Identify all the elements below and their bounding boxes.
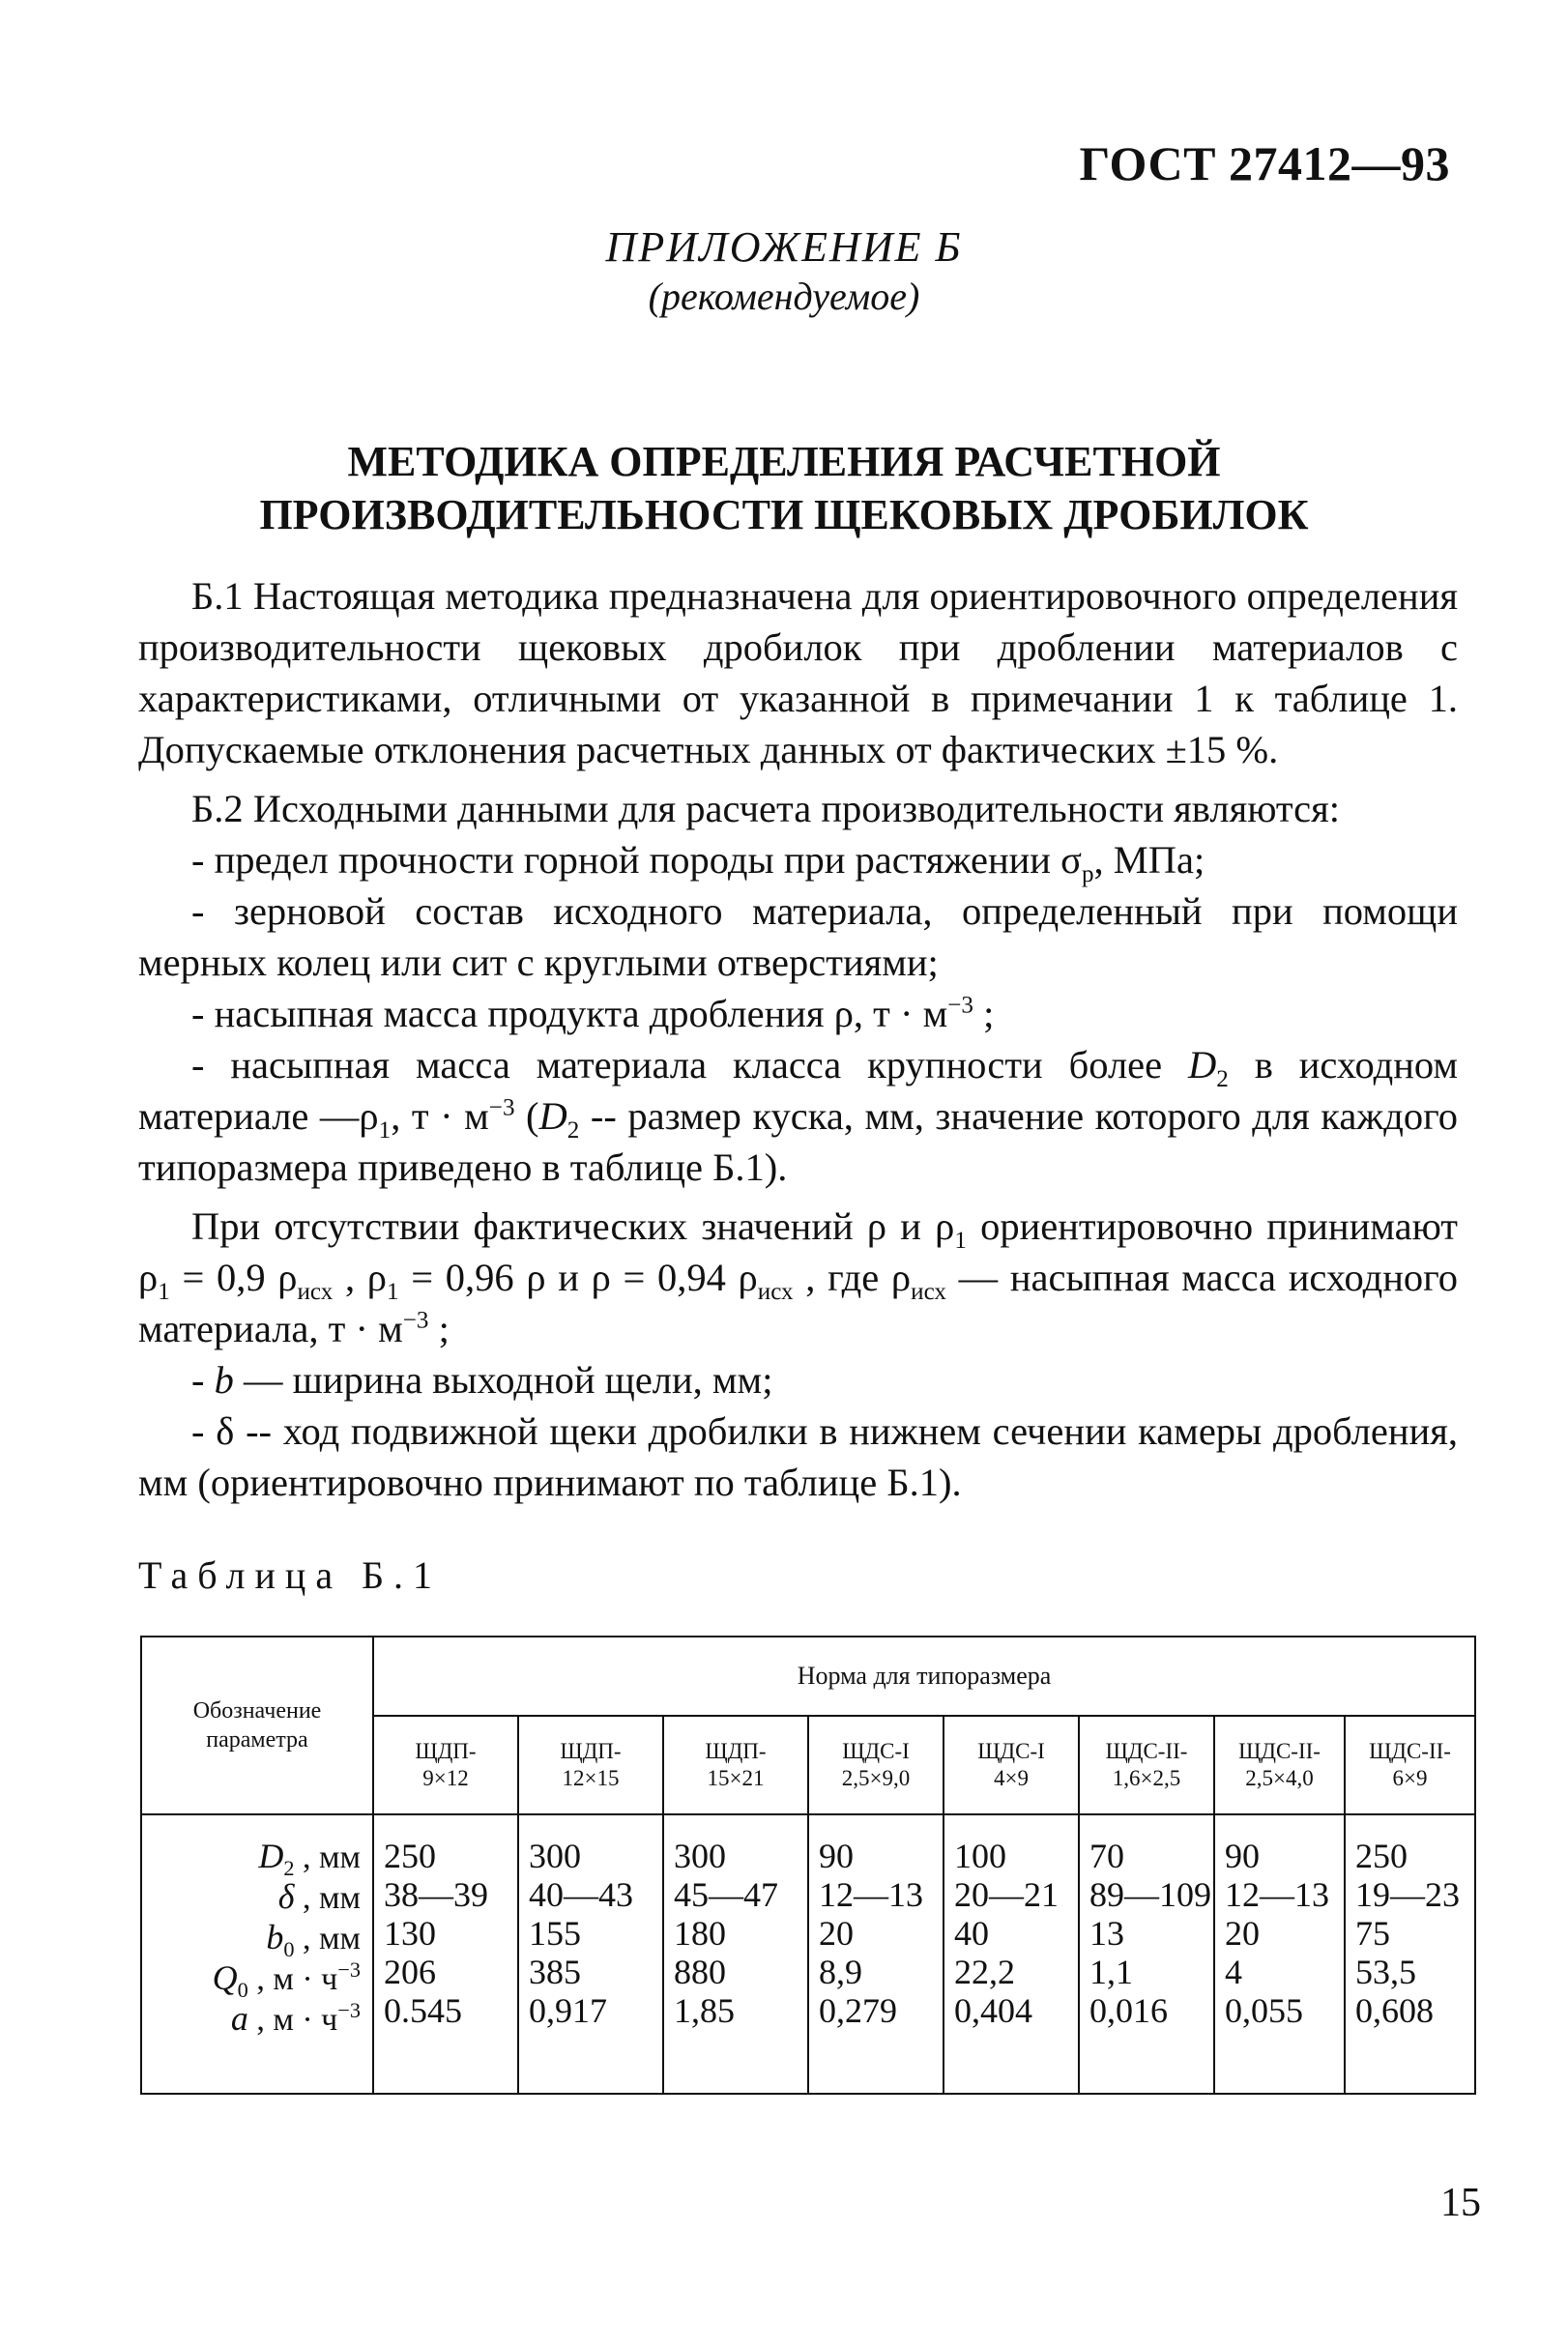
size-header: ЩДП- 12×15 xyxy=(518,1716,663,1814)
annex-subtitle: (рекомендуемое) xyxy=(648,275,920,318)
section-title-line-2: ПРОИЗВОДИТЕЛЬНОСТИ ЩЕКОВЫХ ДРОБИЛОК xyxy=(259,491,1309,538)
value-column: 90 12—13 20 4 0,055 xyxy=(1214,1814,1345,2094)
value-column: 250 19—23 75 53,5 0,608 xyxy=(1345,1814,1475,2094)
list-item-gap-width: - b — ширина выходной щели, мм; xyxy=(191,1358,773,1402)
size-header: ЩДП- 9×12 xyxy=(373,1716,518,1814)
list-item-jaw-stroke: - δ -- ход подвижной щеки дробилки в нижнем сечении камеры дробления, мм (ориентировочно принимают по таблице Б.1). xyxy=(138,1409,1458,1504)
value-column: 300 45—47 180 880 1,85 xyxy=(663,1814,808,2094)
paragraph-density-note: При отсутствии фактических значений ρ и $\rho_1$ ориентировочно принимают $\rho_1 = 0,9$ $\rho_{исх}$ , $\rho_1 = 0,96$ ρ и ρ = 0,94 $\rho_{исх}$ , где $\rho_{исх}$ — насыпная масса исходного материала, $т \cdot м^{-3}$ ; xyxy=(138,1204,1458,1350)
value-column: 70 89—109 13 1,1 0,016 xyxy=(1079,1814,1214,2094)
param-name: $Q_0$ , $м \cdot ч^{-3}$ xyxy=(212,1957,361,2003)
paragraph-b2: Б.2 Исходными данными для расчета производительности являются: xyxy=(191,787,1340,830)
param-name: $b_0$ , мм xyxy=(266,1918,361,1962)
annex-title: ПРИЛОЖЕНИЕ Б xyxy=(605,223,963,271)
parameters-table xyxy=(140,1636,1476,2095)
list-item-strength: - предел прочности горной породы при растяжении $\sigma_р$, МПа; xyxy=(191,838,1205,888)
list-item-grain-composition: - зерновой состав исходного материала, определенный при помощи мерных колец или сит с круглыми отверстиями; xyxy=(138,889,1458,984)
param-names-cell xyxy=(141,1814,373,2094)
value-column: 300 40—43 155 385 0,917 xyxy=(518,1814,663,2094)
section-title-line-1: МЕТОДИКА ОПРЕДЕЛЕНИЯ РАСЧЕТНОЙ xyxy=(347,438,1221,485)
table-caption: Таблица Б.1 xyxy=(138,1553,443,1597)
body-text xyxy=(138,570,1458,1508)
param-header: Обозначение параметра xyxy=(141,1637,373,1814)
section-title xyxy=(0,435,1568,541)
page-number: 15 xyxy=(1440,2181,1481,2225)
list-item-bulk-mass-product: - насыпная масса продукта дробления ρ, $т \cdot м^{-3}$ ; xyxy=(191,992,995,1035)
size-header: ЩДС-I 4×9 xyxy=(944,1716,1079,1814)
param-name: a , $м \cdot ч^{-3}$ xyxy=(230,1998,361,2038)
value-column: 90 12—13 20 8,9 0,279 xyxy=(808,1814,944,2094)
paragraph-b1: Б.1 Настоящая методика предназначена для ориентировочного определения производительности щековых дробилок при дроблении материалов с характеристиками, отличными от указанной в примечании 1 к таблице 1. Допускаемые отклонения расчетных данных от фактических ±15 %. xyxy=(138,574,1458,771)
size-header: ЩДС-II- 2,5×4,0 xyxy=(1214,1716,1345,1814)
list-item-bulk-mass-coarse: - насыпная масса материала класса крупности более $D_2$ в исходном материале $—\rho_1$, $т \cdot м^{-3}$ ($D_2$ -- размер куска, мм, значение которого для каждого типоразмера приведено в таблице Б.1). xyxy=(138,1043,1459,1189)
value-column: 250 38—39 130 206 0.545 xyxy=(373,1814,518,2094)
size-header: ЩДС-II- 6×9 xyxy=(1345,1716,1475,1814)
value-column: 100 20—21 40 22,2 0,404 xyxy=(944,1814,1079,2094)
param-name: $D_2$ , мм xyxy=(258,1837,361,1881)
size-header: ЩДС-I 2,5×9,0 xyxy=(808,1716,944,1814)
size-header: ЩДС-II- 1,6×2,5 xyxy=(1079,1716,1214,1814)
param-name: δ , мм xyxy=(277,1877,361,1916)
norm-header: Норма для типоразмера xyxy=(373,1637,1475,1716)
document-code: ГОСТ 27412—93 xyxy=(1079,136,1450,190)
size-header: ЩДП- 15×21 xyxy=(663,1716,808,1814)
